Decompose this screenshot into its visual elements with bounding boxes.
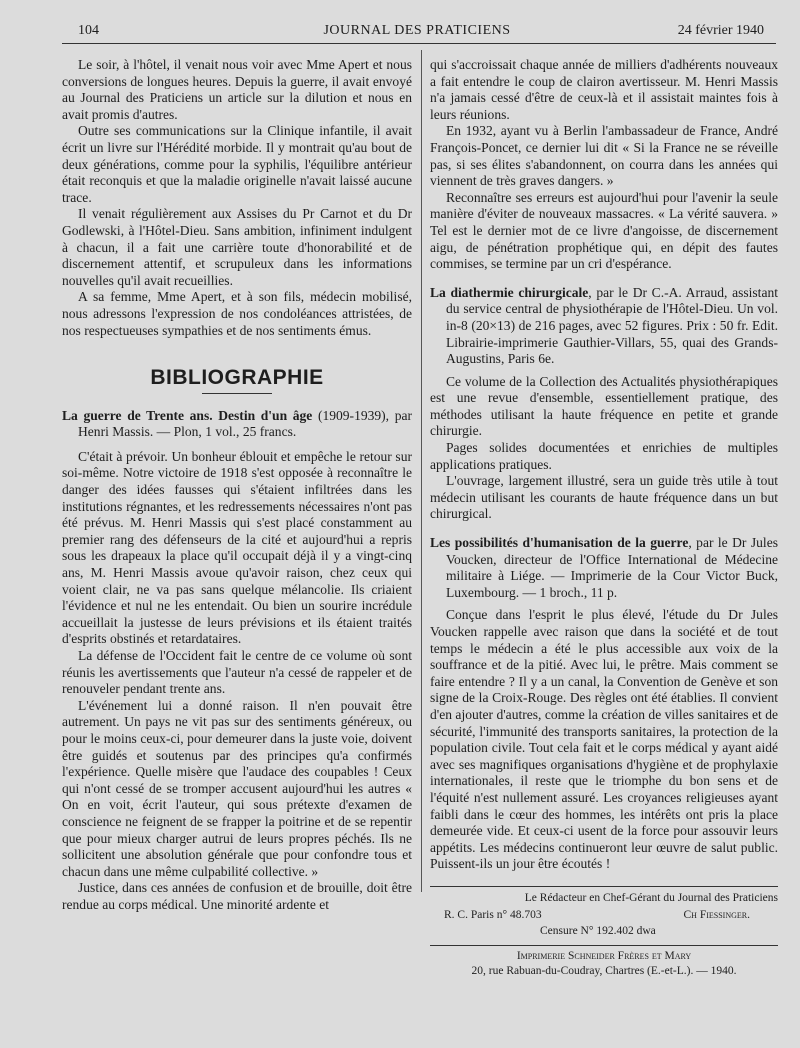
review-paragraph: En 1932, ayant vu à Berlin l'ambassadeur de France, André François-Poncet, ce dernier lui dit « Si la France ne se réveille pas, si ses élites s'abandonnent, on courra dans les années qui viennent de très graves dangers. »: [430, 123, 778, 189]
page-number: 104: [78, 23, 99, 38]
bibliography-rule: [202, 393, 272, 394]
footer-editor-name: Ch Fiessinger.: [683, 909, 750, 921]
book-title: La guerre de Trente ans. Destin d'un âge: [62, 407, 313, 423]
issue-date: 24 février 1940: [677, 23, 764, 38]
review-paragraph: C'était à prévoir. Un bonheur éblouit et empêche le retour sur soi-même. Notre victoire de 1918 s'est opposée à reconnaître le danger des idées fausses qui s'étaient infiltrées dans les institutions régnantes, et les redressements nécessaires n'ont pas été prévus. M. Henri Massis qui s'est placé constamment au premier rang des défenseurs de la cité et aujourd'hui a repris sous les drapeaux la place qu'il occupait déjà il y a vingt-cinq ans, M. Henri Massis avoue qu'avoir raison, chez ceux qui voient clair, ne va pas sans quelque mélancolie. Ils criaient l'évidence et nul ne les entendait. Ou bien un sourire incrédule accueillait la justesse de leurs prévisions et ils étaient traités d'esprits obstinés et retardataires.: [62, 448, 412, 647]
footer-census: Censure N° 192.402 dwa: [540, 925, 656, 937]
column-divider: [421, 50, 422, 892]
review-paragraph: La défense de l'Occident fait le centre de ce volume où sont réunis les avertissements que l'auteur n'a cessé de rappeler et de renouveler pendant trente ans.: [62, 648, 412, 697]
right-column: [430, 57, 778, 873]
header-rule: [62, 43, 776, 44]
review-paragraph: Conçue dans l'esprit le plus élevé, l'étude du Dr Jules Voucken rappelle avec raison que dans la société et de tout temps le médecin a été le plus accessible aux voix de la souffrance et de la pitié. Avec lui, le prêtre. Mais comment se faire entendre ? Il y a un canal, la Convention de Genève et son signe de la Croix-Rouge. Des règles ont été établies. Il convient d'en ajouter d'autres, comme la création de villes sanitaires et de sécurité, l'immunité des transports sanitaires, la protection de la population civile. Tout cela fait et le corps médical y ayant aidé avec ses magnifiques organisations d'hygiène et de prophylaxie internationales, il reste que le triomphe du bon sens et de l'équité n'est nullement assuré. Les croyances religieuses ayant faibli dans le cœur des hommes, les intérêts ont pris la place demeurée vide. Et ceux-ci usent de la force pour assouvir leurs appétits. Les médecins continueront leur œuvre de salut public. Puissent-ils un jour être écoutés !: [430, 607, 778, 872]
obituary-paragraph: Outre ses communications sur la Clinique infantile, il avait écrit un livre sur l'Hérédité morbide. Il y montrait qu'au bout de deux générations, comme pour la syphilis, l'équilibre antérieur était reconquis et que la maladie originelle n'avait laissé aucune trace.: [62, 123, 412, 205]
footer-address: 20, rue Rabuan-du-Coudray, Chartres (E.-et-L.). — 1940.: [471, 965, 737, 977]
obituary-paragraph: A sa femme, Mme Apert, et à son fils, médecin mobilisé, nous adressons l'expression de nos condoléances attristées, de nos respectueuses sympathies et de nos sentiments émus.: [62, 289, 412, 338]
footer-rule: [430, 945, 778, 946]
footer-editor-line: Le Rédacteur en Chef-Gérant du Journal des Praticiens: [524, 892, 778, 904]
journal-title: JOURNAL DES PRATICIENS: [323, 23, 511, 38]
left-column: [62, 57, 412, 914]
footer-rc: R. C. Paris n° 48.703: [444, 909, 542, 921]
review-paragraph: Pages solides documentées et enrichies de multiples applications pratiques.: [430, 440, 778, 472]
review-paragraph: Ce volume de la Collection des Actualités physiothérapiques est une revue d'ensemble, essentiellement pratique, des méthodes utilisant la haute fréquence en petite et grande chirurgie.: [430, 373, 778, 439]
review-paragraph: qui s'accroissait chaque année de milliers d'adhérents nouveaux a fait entendre le coup de clairon avertisseur. M. Henri Massis n'a jamais cessé d'être de ceux-là et il assistait maintes fois à leurs réunions.: [430, 57, 778, 122]
book-title: Les possibilités d'humanisation de la guerre: [430, 535, 689, 551]
page-header: [62, 20, 772, 42]
book-entry-heading: [430, 285, 778, 368]
review-paragraph: L'événement lui a donné raison. Il n'en pouvait être autrement. Un pays ne vit pas sur des sentiments généreux, ou pour le moins ceux-ci, pour demeurer dans la juste voie, doivent être guidés et soutenus par des principes qu'a confirmés l'expérience. Quelle misère que l'audace des coupables ! Ceux qui n'ont cessé de se tromper accusent aujourd'hui les autres « On en voit, écrit l'auteur, qui sous prétexte d'examen de conscience ne feignent de se frapper la poitrine et de se repentir que pour mieux charger autrui de leurs propres péchés. Ils ne sollicitent une absolution générale que pour confondre tous et chacun dans une même culpabilité collective. »: [62, 697, 412, 879]
bibliography-heading: BIBLIOGRAPHIE: [150, 366, 324, 390]
book-entry-heading: [430, 535, 778, 601]
review-paragraph: Justice, dans ces années de confusion et de brouille, doit être rendue au corps médical. Une minorité ardente et: [62, 880, 412, 912]
review-paragraph: L'ouvrage, largement illustré, sera un guide très utile à tout médecin utilisant les courants de haute fréquence dans un but chirurgical.: [430, 473, 778, 522]
book-details: , par le Dr C.-A. Arraud, assistant du service central de physiothérapie de l'Hôtel-Dieu. Un vol. in-8 (20×13) de 216 pages, avec 52 figures. Prix : 50 fr. Edit. Librairie-imprimerie Gauthier-Villars, 55, quai des Grands-Augustins, Paris 6e.: [446, 284, 778, 367]
book-title: La diathermie chirurgicale: [430, 284, 589, 300]
footer-printer: Imprimerie Schneider Frères et Mary: [516, 950, 692, 962]
book-entry-heading: [62, 408, 412, 441]
book-details: , par le Dr Jules Voucken, directeur de l'Office International de Médecine militaire à Liége. — Imprimerie de la Cour Victor Buck, Luxembourg. — 1 broch., 11 p.: [446, 535, 778, 600]
footer-rule: [430, 886, 778, 887]
book-details: (1909-1939), par Henri Massis. — Plon, 1 vol., 25 francs.: [78, 407, 412, 440]
obituary-paragraph: Il venait régulièrement aux Assises du Pr Carnot et du Dr Godlewski, à l'Hôtel-Dieu. Sans ambition, infiniment indulgent à chacun, il a fait une carrière toute d'honorabilité et de discernement attentif, et scrupuleux dans les informations nouvelles qu'il avait recueillies.: [62, 206, 412, 288]
obituary-paragraph: Le soir, à l'hôtel, il venait nous voir avec Mme Apert et nous conversions de longues heures. Depuis la guerre, il avait envoyé au Journal des Praticiens un article sur la dilution et nous en avait promis d'autres.: [62, 57, 412, 122]
review-paragraph: Reconnaître ses erreurs est aujourd'hui pour l'avenir la seule manière d'éviter de nouveaux massacres. « La vérité sauvera. » Tel est le dernier mot de ce livre d'angoisse, de discernement aigu, de pénétration prophétique qui, en dépit des fautes commises, se termine par un cri d'espérance.: [430, 189, 778, 272]
